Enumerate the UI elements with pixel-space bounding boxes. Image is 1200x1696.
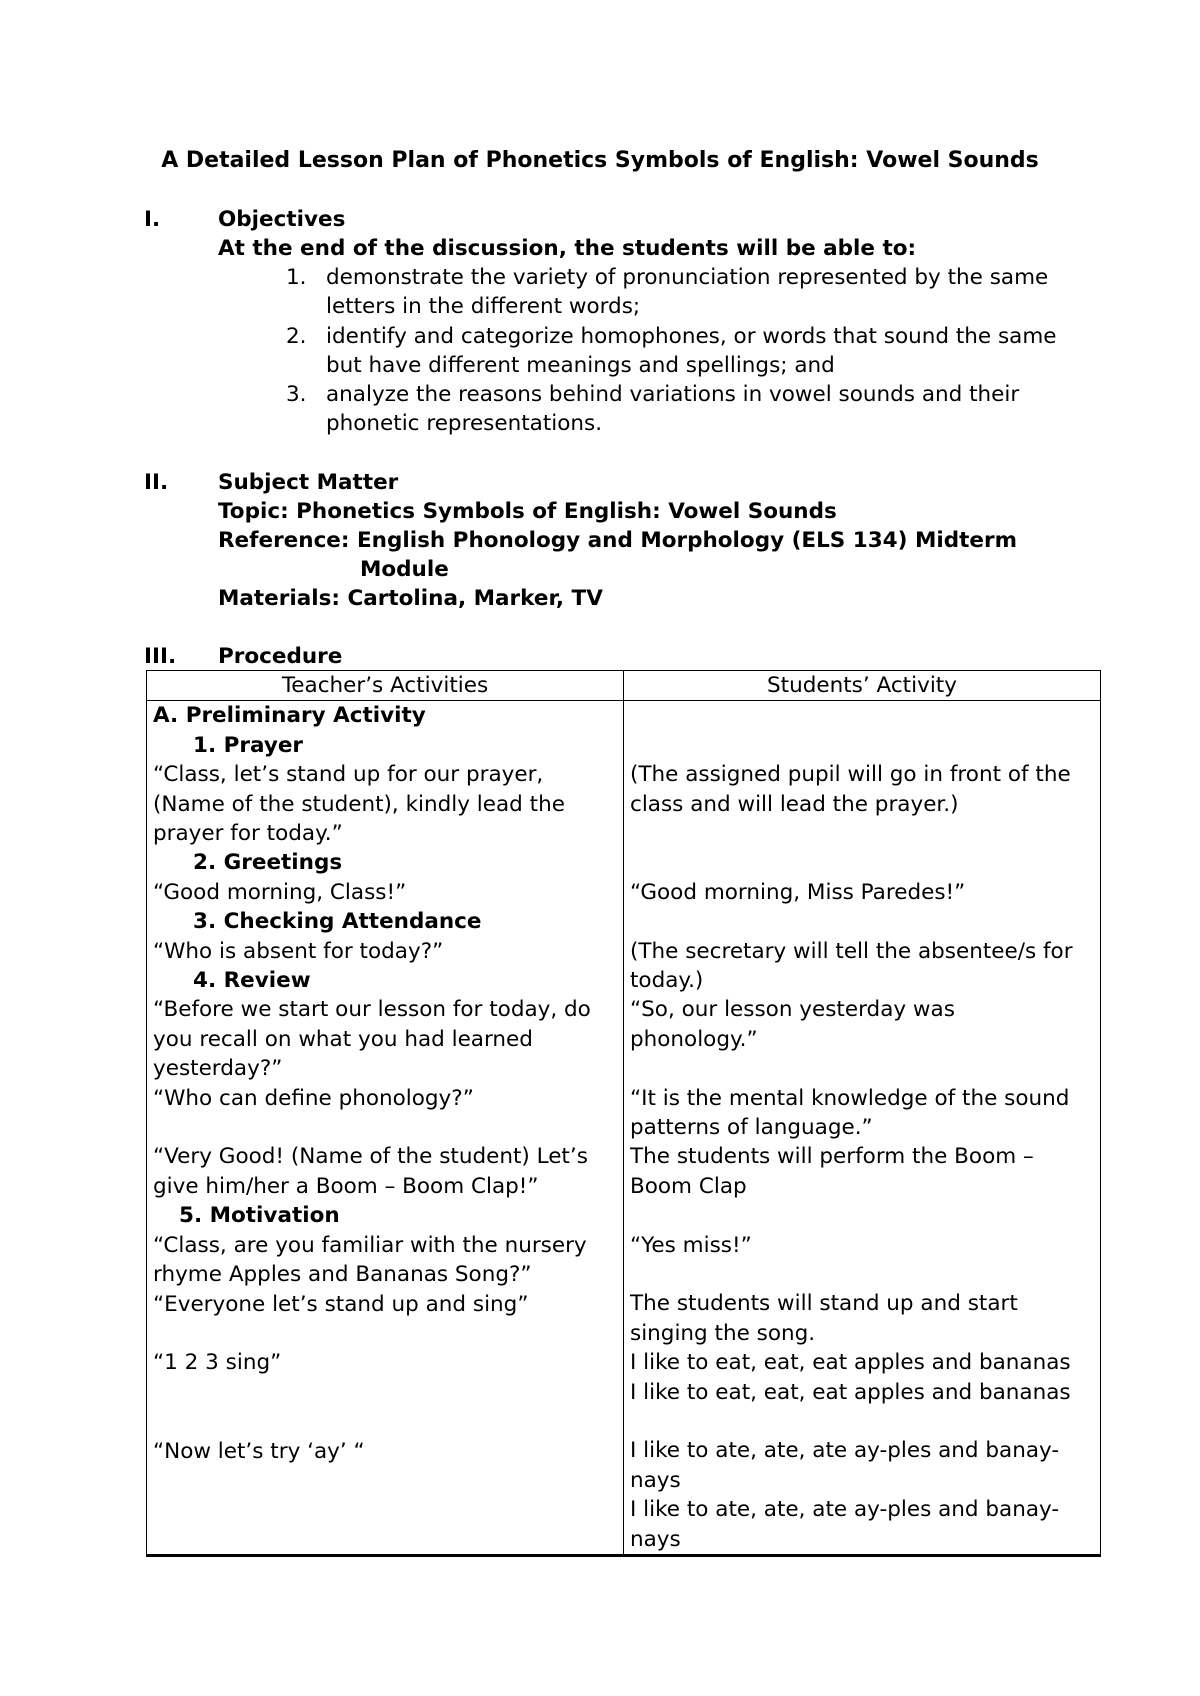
- student-line: “Yes miss!”: [630, 1232, 752, 1258]
- activity-heading: 5. Motivation: [179, 1203, 340, 1229]
- student-line: I like to eat, eat, eat apples and bananas: [630, 1379, 1071, 1405]
- student-line: today.): [630, 967, 704, 993]
- student-line: singing the song.: [630, 1320, 816, 1346]
- section-heading-procedure: Procedure: [218, 644, 343, 669]
- activity-heading: 4. Review: [193, 968, 311, 994]
- subject-materials: Materials: Cartolina, Marker, TV: [218, 586, 603, 611]
- col-header-students: Students’ Activity: [624, 671, 1101, 701]
- teacher-line: [153, 1525, 617, 1554]
- teacher-line: “Before we start our lesson for today, do: [153, 997, 591, 1023]
- student-line: “It is the mental knowledge of the sound: [630, 1085, 1070, 1111]
- teacher-line: [153, 1495, 617, 1524]
- student-line: [630, 701, 1094, 730]
- teacher-line: yesterday?”: [153, 1056, 283, 1082]
- student-line: The students will perform the Boom –: [630, 1144, 1034, 1170]
- students-activity-cell: [624, 701, 1101, 1556]
- teacher-line: “Who can define phonology?”: [153, 1085, 474, 1111]
- teacher-line: [153, 1466, 617, 1495]
- teacher-line: [153, 1319, 617, 1348]
- subject-topic: Topic: Phonetics Symbols of English: Vowel Sounds: [218, 499, 837, 524]
- student-line: “So, our lesson yesterday was: [630, 997, 955, 1023]
- procedure-table: [146, 670, 1101, 1557]
- teacher-line: (Name of the student), kindly lead the: [153, 791, 565, 817]
- document-title: A Detailed Lesson Plan of Phonetics Symbols of English: Vowel Sounds: [161, 148, 1039, 173]
- student-line: I like to ate, ate, ate ay-ples and banay-: [630, 1438, 1060, 1464]
- student-line: [630, 1054, 1094, 1083]
- table-header-row: [147, 671, 1101, 701]
- col-header-teacher: Teacher’s Activities: [147, 671, 624, 701]
- teacher-line: prayer for today.”: [153, 821, 343, 847]
- student-line: (The secretary will tell the absentee/s for: [630, 938, 1073, 964]
- objective-number: 2.: [286, 324, 307, 349]
- student-line: patterns of language.”: [630, 1115, 873, 1140]
- teacher-line: [153, 1378, 617, 1407]
- student-line: [630, 1201, 1094, 1230]
- student-line: The students will stand up and start: [630, 1291, 1018, 1317]
- activity-heading: A. Preliminary Activity: [153, 703, 426, 729]
- objectives-intro: At the end of the discussion, the students will be able to:: [218, 236, 917, 261]
- subject-reference-cont: Module: [360, 557, 449, 582]
- student-line: [630, 1407, 1094, 1436]
- teacher-line: give him/her a Boom – Boom Clap!”: [153, 1173, 539, 1199]
- subject-reference: Reference: English Phonology and Morphology (ELS 134) Midterm: [218, 528, 1017, 553]
- objective-number: 3.: [286, 382, 307, 407]
- student-line: [630, 848, 1094, 877]
- section-heading-subject-matter: Subject Matter: [218, 470, 399, 495]
- student-line: [630, 907, 1094, 936]
- student-line: “Good morning, Miss Paredes!”: [630, 879, 966, 905]
- teacher-line: “1 2 3 sing”: [153, 1350, 282, 1376]
- objective-text: analyze the reasons behind variations in vowel sounds and their phonetic representations.: [326, 382, 1020, 437]
- student-line: [630, 1260, 1094, 1289]
- teacher-line: [153, 1407, 617, 1436]
- student-line: [630, 731, 1094, 760]
- section-heading-objectives: Objectives: [218, 207, 346, 232]
- teacher-line: rhyme Apples and Bananas Song?”: [153, 1262, 532, 1288]
- student-line: Boom Clap: [630, 1173, 747, 1199]
- teacher-line: “Now let’s try ‘ay’ “: [153, 1438, 365, 1464]
- section-numeral-procedure: III.: [144, 644, 177, 669]
- activity-heading: 1. Prayer: [193, 732, 304, 758]
- student-line: I like to ate, ate, ate ay-ples and banay-: [630, 1497, 1060, 1523]
- student-line: phonology.”: [630, 1026, 758, 1052]
- student-line: class and will lead the prayer.): [630, 791, 959, 817]
- teacher-line: “Class, let’s stand up for our prayer,: [153, 762, 544, 788]
- student-line: [630, 819, 1094, 848]
- section-numeral-objectives: I.: [144, 207, 161, 232]
- student-line: nays: [630, 1526, 681, 1552]
- objective-number: 1.: [286, 265, 307, 290]
- activity-heading: 3. Checking Attendance: [193, 909, 482, 935]
- objective-text: identify and categorize homophones, or words that sound the same but have different meanings and spellings; and: [326, 324, 1057, 379]
- section-numeral-subject-matter: II.: [144, 470, 169, 495]
- table-row: [147, 701, 1101, 1556]
- teacher-line: “Very Good! (Name of the student) Let’s: [153, 1144, 588, 1170]
- student-line: I like to eat, eat, eat apples and bananas: [630, 1350, 1071, 1376]
- student-line: nays: [630, 1467, 681, 1493]
- objective-text: demonstrate the variety of pronunciation represented by the same letters in the different words;: [326, 265, 1049, 320]
- teacher-line: “Everyone let’s stand up and sing”: [153, 1291, 529, 1317]
- activity-heading: 2. Greetings: [193, 850, 343, 876]
- teacher-activities-cell: [147, 701, 624, 1556]
- teacher-line: [153, 1113, 617, 1142]
- teacher-line: you recall on what you had learned: [153, 1026, 533, 1052]
- teacher-line: “Who is absent for today?”: [153, 938, 444, 964]
- student-line: (The assigned pupil will go in front of the: [630, 762, 1071, 788]
- teacher-line: “Good morning, Class!”: [153, 879, 407, 905]
- teacher-line: “Class, are you familiar with the nursery: [153, 1232, 587, 1258]
